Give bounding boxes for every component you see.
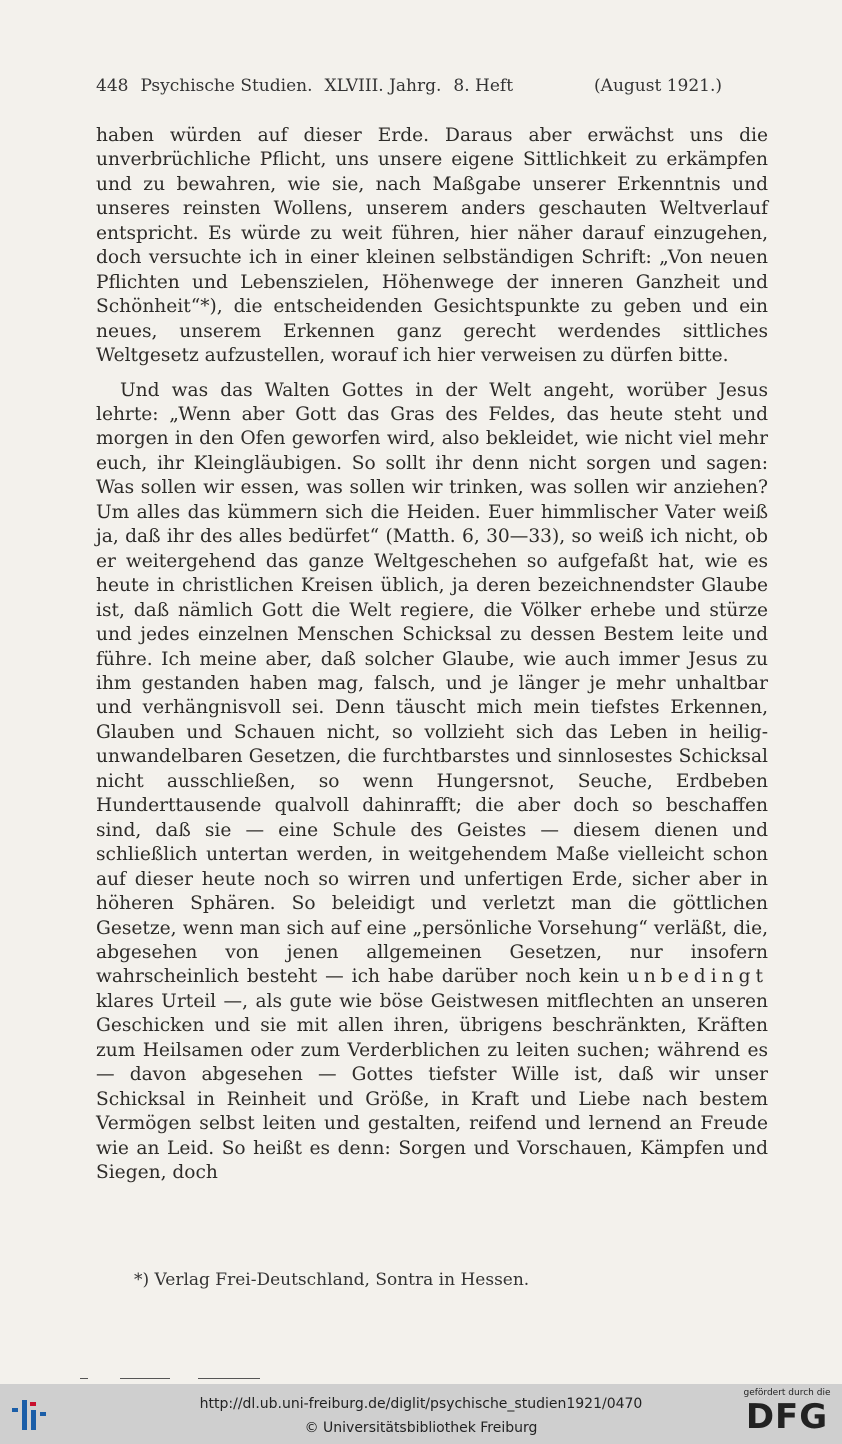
emphasized-word: unbedingt bbox=[626, 966, 768, 988]
dfg-wordmark: DFG bbox=[745, 1397, 829, 1437]
page-edge-marks bbox=[80, 1376, 280, 1382]
volume: XLVIII. Jahrg. bbox=[324, 76, 442, 96]
paragraph-2-text-start: Und was das Walten Gottes in der Welt angeht, worüber Jesus lehrte: „Wenn aber Gott das Gras des Feldes, das heute steht und morgen in den Ofen geworfen wird, also bekleidet, wie nicht viel mehr euch, ihr Kleingläubigen. So sollt ihr denn nicht sorgen und sagen: Was sollen wir essen, was sollen wir trinken, was sollen wir anziehen? Um alles das kümmern sich die Heiden. Euer himmlischer Vater weiß ja, daß ihr des alles bedürfet“ (Matth. 6, 30—33), so weiß ich nicht, ob er weitergehend das ganze Weltgeschehen so aufgefaßt hat, wie es heute in christlichen Kreisen üblich, ja deren bezeichnendster Glaube ist, daß nämlich Gott die Welt regiere, die Völker erhebe und stürze und jedes einzelnen Menschen Schicksal zu dessen Bestem leite und führe. Ich meine aber, daß solcher Glaube, wie auch immer Jesus zu ihm gestanden haben mag, falsch, und je länger je mehr unhaltbar und verhängnisvoll sei. Denn täuscht mich mein tiefstes Erkennen, Glauben und Schauen nicht, so vollzieht sich das Leben in heilig-unwandelbaren Gesetzen, die furchtbarstes und sinnlosestes Schicksal nicht ausschließen, so wenn Hungersnot, Seuche, Erdbeben Hunderttausende qualvoll dahinrafft; die aber doch so beschaffen sind, daß sie — eine Schule des Geistes — diesem dienen und schließlich untertan werden, in weitgehendem Maße vielleicht schon auf dieser heute noch so wirren und unfertigen Erde, sicher aber in höheren Sphären. So beleidigt und verletzt man die göttlichen Gesetze, wenn man sich auf eine „persönliche Vorsehung“ verläßt, die, abgesehen von jenen allgemeinen Gesetzen, nur insofern wahrscheinlich besteht — ich habe darüber noch kein bbox=[96, 379, 768, 988]
funding-caption: gefördert durch die bbox=[743, 1388, 831, 1398]
page-number: 448 bbox=[96, 76, 129, 96]
paragraph-1 bbox=[96, 124, 768, 369]
footnote: *) Verlag Frei-Deutschland, Sontra in Hessen. bbox=[134, 1270, 530, 1290]
paragraph-1-text: haben würden auf dieser Erde. Daraus aber erwächst uns die unverbrüchliche Pflicht, uns unsere eigene Sittlichkeit zu erkämpfen und zu bewahren, wie sie, nach Maßgabe unserer Erkenntnis und unseres reinsten Wollens, unserem anders geschauten Weltverlauf entspricht. Es würde zu weit führen, hier näher darauf einzugehen, doch versuchte ich in einer kleinen selbständigen Schrift: „Von neuen Pflichten und Lebenszielen, Höhenwege der inneren Ganzheit und Schönheit“*), die entscheidenden Gesichtspunkte zu geben und ein neues, unserem Erkennen ganz gerecht werdendes sittliches Weltgesetz aufzustellen, worauf ich hier verweisen zu dürfen bitte. bbox=[96, 125, 768, 367]
running-header bbox=[96, 76, 722, 102]
issue-date: (August 1921.) bbox=[594, 76, 722, 96]
body-text bbox=[96, 124, 768, 1185]
issue: 8. Heft bbox=[453, 76, 514, 96]
dfg-logo bbox=[742, 1388, 832, 1442]
viewer-footer-bar bbox=[0, 1384, 842, 1444]
copyright-notice: © Universitätsbibliothek Freiburg bbox=[304, 1420, 538, 1436]
journal-title: Psychische Studien. bbox=[140, 76, 313, 96]
permalink-url[interactable]: http://dl.ub.uni-freiburg.de/diglit/psychische_studien1921/0470 bbox=[199, 1396, 643, 1412]
paragraph-2-text-end: klares Urteil —, als gute wie böse Geistwesen mitflechten an unseren Geschicken und sie mit allen ihren, übrigens beschränkten, Kräften zum Heilsamen oder zum Verderblichen zu leiten suchen; während es — davon abgesehen — Gottes tiefster Wille ist, daß wir unser Schicksal in Reinheit und Größe, in Kraft und Liebe nach bestem Vermögen selbst leiten und gestalten, reifend und lernend an Freude wie an Leid. So heißt es denn: Sorgen und Vorschauen, Kämpfen und Siegen, doch bbox=[96, 990, 768, 1184]
paragraph-2 bbox=[96, 379, 768, 1186]
